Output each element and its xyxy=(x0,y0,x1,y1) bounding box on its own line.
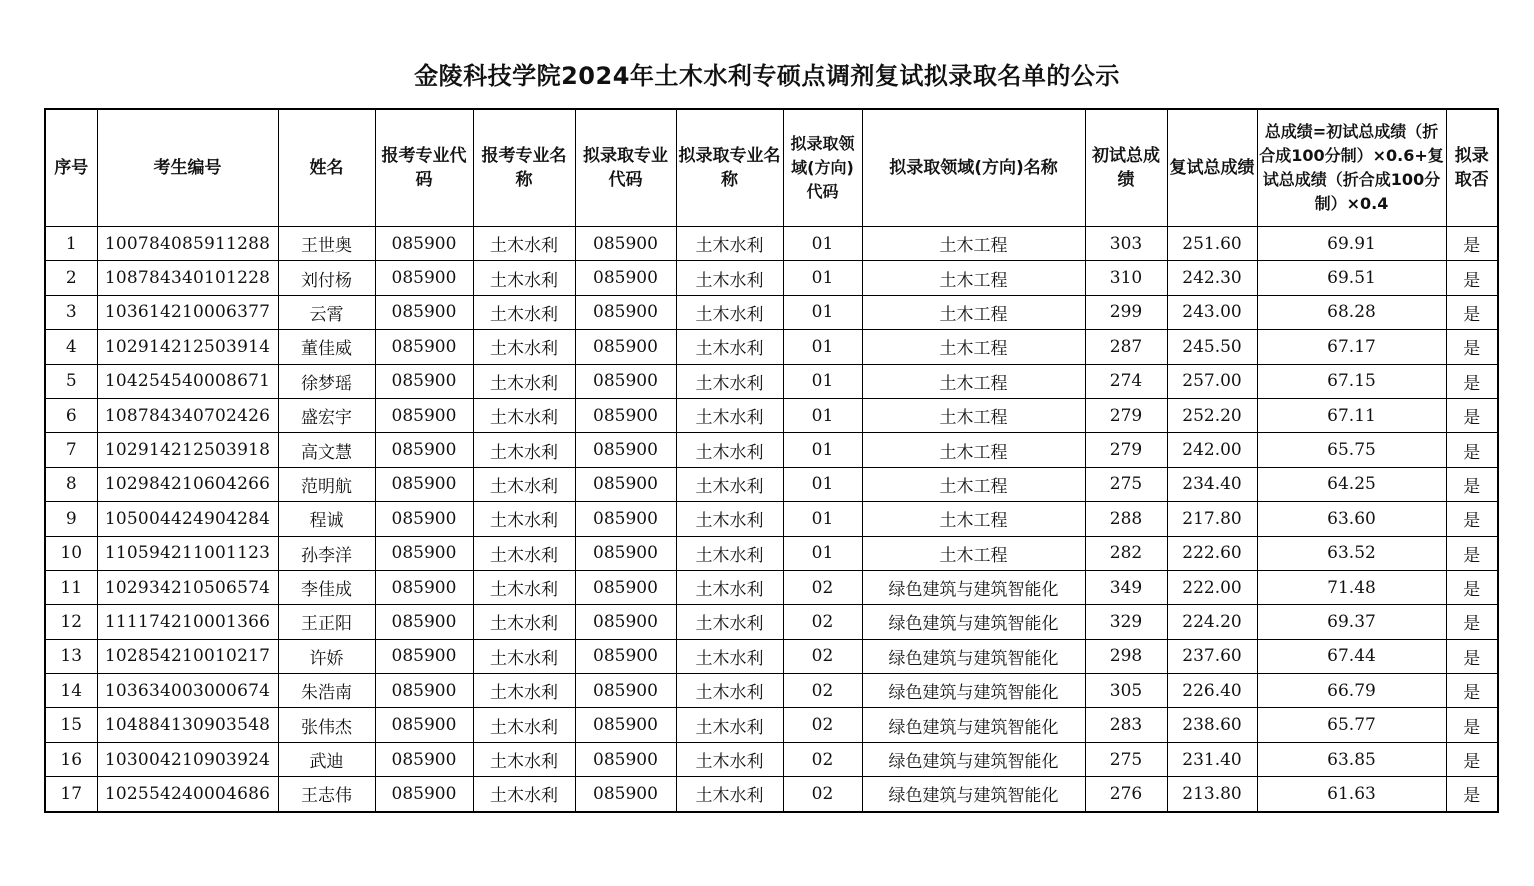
cell-total-score: 67.44 xyxy=(1257,639,1446,673)
cell-applied-major-name: 土木水利 xyxy=(473,536,575,570)
cell-admit-major-name: 土木水利 xyxy=(676,742,783,776)
header-admit-major-code: 拟录取专业代码 xyxy=(575,109,676,227)
header-admit-major-name: 拟录取专业名称 xyxy=(676,109,783,227)
cell-retest-score: 213.80 xyxy=(1167,777,1257,812)
page-title: 金陵科技学院2024年土木水利专硕点调剂复试拟录取名单的公示 xyxy=(414,62,1120,90)
cell-applied-major-name: 土木水利 xyxy=(473,227,575,261)
cell-candidate-id: 103004210903924 xyxy=(97,742,278,776)
cell-admit-major-code: 085900 xyxy=(575,536,676,570)
cell-candidate-id: 103634003000674 xyxy=(97,674,278,708)
cell-seq: 1 xyxy=(45,227,97,261)
cell-field-code: 02 xyxy=(783,777,862,812)
cell-admitted: 是 xyxy=(1446,674,1498,708)
cell-applied-major-code: 085900 xyxy=(375,398,473,432)
header-retest-score: 复试总成绩 xyxy=(1167,109,1257,227)
header-row xyxy=(45,109,1498,227)
cell-name: 许娇 xyxy=(278,639,375,673)
cell-retest-score: 257.00 xyxy=(1167,364,1257,398)
cell-name: 王世奥 xyxy=(278,227,375,261)
cell-applied-major-name: 土木水利 xyxy=(473,295,575,329)
header-field-name: 拟录取领域(方向)名称 xyxy=(862,109,1085,227)
header-candidate-id: 考生编号 xyxy=(97,109,278,227)
cell-candidate-id: 102914212503918 xyxy=(97,433,278,467)
cell-admitted: 是 xyxy=(1446,261,1498,295)
cell-field-name: 土木工程 xyxy=(862,536,1085,570)
cell-admitted: 是 xyxy=(1446,742,1498,776)
cell-admit-major-code: 085900 xyxy=(575,467,676,501)
cell-applied-major-code: 085900 xyxy=(375,708,473,742)
cell-field-name: 绿色建筑与建筑智能化 xyxy=(862,605,1085,639)
cell-applied-major-name: 土木水利 xyxy=(473,433,575,467)
cell-admit-major-code: 085900 xyxy=(575,261,676,295)
cell-total-score: 64.25 xyxy=(1257,467,1446,501)
cell-total-score: 67.11 xyxy=(1257,398,1446,432)
cell-candidate-id: 105004424904284 xyxy=(97,502,278,536)
cell-field-code: 02 xyxy=(783,605,862,639)
cell-name: 孙李洋 xyxy=(278,536,375,570)
cell-name: 盛宏宇 xyxy=(278,398,375,432)
cell-total-score: 67.15 xyxy=(1257,364,1446,398)
table-row xyxy=(45,742,1498,776)
cell-candidate-id: 102984210604266 xyxy=(97,467,278,501)
cell-applied-major-code: 085900 xyxy=(375,261,473,295)
cell-admit-major-code: 085900 xyxy=(575,330,676,364)
cell-admitted: 是 xyxy=(1446,502,1498,536)
cell-seq: 5 xyxy=(45,364,97,398)
cell-seq: 9 xyxy=(45,502,97,536)
cell-field-code: 01 xyxy=(783,227,862,261)
cell-seq: 3 xyxy=(45,295,97,329)
cell-name: 范明航 xyxy=(278,467,375,501)
table-row xyxy=(45,364,1498,398)
admission-table xyxy=(44,108,1499,813)
cell-total-score: 67.17 xyxy=(1257,330,1446,364)
cell-admit-major-code: 085900 xyxy=(575,742,676,776)
cell-seq: 12 xyxy=(45,605,97,639)
cell-field-name: 绿色建筑与建筑智能化 xyxy=(862,639,1085,673)
cell-total-score: 71.48 xyxy=(1257,570,1446,604)
cell-applied-major-name: 土木水利 xyxy=(473,467,575,501)
cell-field-name: 土木工程 xyxy=(862,330,1085,364)
cell-total-score: 63.52 xyxy=(1257,536,1446,570)
table-body xyxy=(45,227,1498,812)
cell-applied-major-code: 085900 xyxy=(375,227,473,261)
cell-admitted: 是 xyxy=(1446,398,1498,432)
cell-total-score: 61.63 xyxy=(1257,777,1446,812)
cell-field-code: 02 xyxy=(783,742,862,776)
cell-seq: 17 xyxy=(45,777,97,812)
cell-field-code: 02 xyxy=(783,674,862,708)
cell-field-code: 01 xyxy=(783,433,862,467)
cell-retest-score: 242.30 xyxy=(1167,261,1257,295)
cell-admit-major-code: 085900 xyxy=(575,295,676,329)
cell-name: 王志伟 xyxy=(278,777,375,812)
cell-seq: 6 xyxy=(45,398,97,432)
cell-initial-score: 287 xyxy=(1085,330,1167,364)
cell-admitted: 是 xyxy=(1446,330,1498,364)
cell-retest-score: 222.60 xyxy=(1167,536,1257,570)
cell-field-name: 土木工程 xyxy=(862,502,1085,536)
cell-field-code: 01 xyxy=(783,295,862,329)
table-row xyxy=(45,570,1498,604)
cell-field-name: 土木工程 xyxy=(862,295,1085,329)
cell-applied-major-code: 085900 xyxy=(375,674,473,708)
cell-retest-score: 226.40 xyxy=(1167,674,1257,708)
cell-retest-score: 252.20 xyxy=(1167,398,1257,432)
cell-admitted: 是 xyxy=(1446,227,1498,261)
cell-seq: 7 xyxy=(45,433,97,467)
cell-seq: 16 xyxy=(45,742,97,776)
cell-admit-major-name: 土木水利 xyxy=(676,674,783,708)
table-row xyxy=(45,433,1498,467)
cell-retest-score: 231.40 xyxy=(1167,742,1257,776)
cell-admit-major-code: 085900 xyxy=(575,502,676,536)
cell-retest-score: 245.50 xyxy=(1167,330,1257,364)
cell-retest-score: 234.40 xyxy=(1167,467,1257,501)
cell-admit-major-name: 土木水利 xyxy=(676,708,783,742)
cell-admitted: 是 xyxy=(1446,467,1498,501)
header-admitted: 拟录取否 xyxy=(1446,109,1498,227)
cell-name: 董佳威 xyxy=(278,330,375,364)
cell-field-code: 01 xyxy=(783,330,862,364)
cell-admit-major-name: 土木水利 xyxy=(676,364,783,398)
cell-seq: 13 xyxy=(45,639,97,673)
cell-seq: 15 xyxy=(45,708,97,742)
cell-admitted: 是 xyxy=(1446,639,1498,673)
cell-name: 朱浩南 xyxy=(278,674,375,708)
cell-admitted: 是 xyxy=(1446,536,1498,570)
cell-initial-score: 349 xyxy=(1085,570,1167,604)
cell-applied-major-code: 085900 xyxy=(375,777,473,812)
cell-total-score: 63.60 xyxy=(1257,502,1446,536)
table-row xyxy=(45,639,1498,673)
cell-seq: 8 xyxy=(45,467,97,501)
cell-admitted: 是 xyxy=(1446,295,1498,329)
cell-total-score: 66.79 xyxy=(1257,674,1446,708)
cell-applied-major-code: 085900 xyxy=(375,570,473,604)
cell-retest-score: 242.00 xyxy=(1167,433,1257,467)
cell-initial-score: 279 xyxy=(1085,433,1167,467)
cell-name: 刘付杨 xyxy=(278,261,375,295)
cell-candidate-id: 102914212503914 xyxy=(97,330,278,364)
cell-admit-major-name: 土木水利 xyxy=(676,502,783,536)
cell-candidate-id: 103614210006377 xyxy=(97,295,278,329)
cell-admit-major-name: 土木水利 xyxy=(676,777,783,812)
cell-candidate-id: 108784340702426 xyxy=(97,398,278,432)
table-row xyxy=(45,227,1498,261)
cell-applied-major-code: 085900 xyxy=(375,502,473,536)
cell-initial-score: 275 xyxy=(1085,742,1167,776)
table-row xyxy=(45,295,1498,329)
cell-admit-major-name: 土木水利 xyxy=(676,398,783,432)
cell-applied-major-name: 土木水利 xyxy=(473,261,575,295)
cell-field-code: 01 xyxy=(783,398,862,432)
cell-initial-score: 288 xyxy=(1085,502,1167,536)
cell-field-code: 02 xyxy=(783,708,862,742)
cell-applied-major-code: 085900 xyxy=(375,536,473,570)
cell-name: 高文慧 xyxy=(278,433,375,467)
cell-applied-major-name: 土木水利 xyxy=(473,639,575,673)
cell-total-score: 63.85 xyxy=(1257,742,1446,776)
cell-admit-major-code: 085900 xyxy=(575,398,676,432)
cell-admit-major-code: 085900 xyxy=(575,777,676,812)
cell-candidate-id: 100784085911288 xyxy=(97,227,278,261)
cell-retest-score: 243.00 xyxy=(1167,295,1257,329)
header-name: 姓名 xyxy=(278,109,375,227)
cell-applied-major-name: 土木水利 xyxy=(473,330,575,364)
cell-admit-major-code: 085900 xyxy=(575,708,676,742)
cell-seq: 4 xyxy=(45,330,97,364)
cell-candidate-id: 104254540008671 xyxy=(97,364,278,398)
cell-name: 徐梦瑶 xyxy=(278,364,375,398)
cell-applied-major-code: 085900 xyxy=(375,433,473,467)
cell-candidate-id: 102854210010217 xyxy=(97,639,278,673)
cell-seq: 10 xyxy=(45,536,97,570)
cell-field-code: 01 xyxy=(783,364,862,398)
cell-candidate-id: 102554240004686 xyxy=(97,777,278,812)
cell-name: 程诚 xyxy=(278,502,375,536)
cell-retest-score: 224.20 xyxy=(1167,605,1257,639)
cell-admit-major-name: 土木水利 xyxy=(676,639,783,673)
cell-field-name: 土木工程 xyxy=(862,227,1085,261)
cell-name: 云霄 xyxy=(278,295,375,329)
header-seq: 序号 xyxy=(45,109,97,227)
cell-admitted: 是 xyxy=(1446,433,1498,467)
cell-candidate-id: 104884130903548 xyxy=(97,708,278,742)
cell-admitted: 是 xyxy=(1446,605,1498,639)
table-row xyxy=(45,708,1498,742)
cell-applied-major-name: 土木水利 xyxy=(473,364,575,398)
cell-total-score: 69.37 xyxy=(1257,605,1446,639)
cell-retest-score: 217.80 xyxy=(1167,502,1257,536)
cell-field-name: 绿色建筑与建筑智能化 xyxy=(862,570,1085,604)
cell-admit-major-code: 085900 xyxy=(575,674,676,708)
cell-admit-major-name: 土木水利 xyxy=(676,536,783,570)
cell-admit-major-name: 土木水利 xyxy=(676,605,783,639)
cell-candidate-id: 108784340101228 xyxy=(97,261,278,295)
cell-retest-score: 251.60 xyxy=(1167,227,1257,261)
cell-field-code: 01 xyxy=(783,467,862,501)
cell-field-name: 土木工程 xyxy=(862,398,1085,432)
cell-applied-major-name: 土木水利 xyxy=(473,708,575,742)
cell-initial-score: 305 xyxy=(1085,674,1167,708)
cell-retest-score: 238.60 xyxy=(1167,708,1257,742)
cell-admit-major-code: 085900 xyxy=(575,364,676,398)
cell-field-code: 02 xyxy=(783,639,862,673)
cell-admitted: 是 xyxy=(1446,708,1498,742)
table-row xyxy=(45,605,1498,639)
cell-seq: 14 xyxy=(45,674,97,708)
table-row xyxy=(45,398,1498,432)
cell-total-score: 65.77 xyxy=(1257,708,1446,742)
cell-admit-major-code: 085900 xyxy=(575,570,676,604)
cell-admit-major-name: 土木水利 xyxy=(676,433,783,467)
cell-admitted: 是 xyxy=(1446,364,1498,398)
cell-retest-score: 222.00 xyxy=(1167,570,1257,604)
cell-admit-major-name: 土木水利 xyxy=(676,227,783,261)
table-row xyxy=(45,261,1498,295)
cell-field-code: 02 xyxy=(783,570,862,604)
cell-admit-major-name: 土木水利 xyxy=(676,467,783,501)
cell-applied-major-name: 土木水利 xyxy=(473,674,575,708)
table-row xyxy=(45,330,1498,364)
header-total-score: 总成绩=初试总成绩（折合成100分制）×0.6+复试总成绩（折合成100分制）×0.4 xyxy=(1257,109,1446,227)
cell-initial-score: 303 xyxy=(1085,227,1167,261)
table-row xyxy=(45,674,1498,708)
header-applied-major-name: 报考专业名称 xyxy=(473,109,575,227)
cell-field-name: 土木工程 xyxy=(862,261,1085,295)
cell-initial-score: 282 xyxy=(1085,536,1167,570)
cell-total-score: 68.28 xyxy=(1257,295,1446,329)
table-row xyxy=(45,777,1498,812)
header-field-code: 拟录取领域(方向)代码 xyxy=(783,109,862,227)
cell-applied-major-code: 085900 xyxy=(375,330,473,364)
cell-applied-major-name: 土木水利 xyxy=(473,502,575,536)
cell-initial-score: 276 xyxy=(1085,777,1167,812)
cell-field-code: 01 xyxy=(783,536,862,570)
cell-admit-major-code: 085900 xyxy=(575,433,676,467)
cell-field-name: 土木工程 xyxy=(862,364,1085,398)
cell-applied-major-name: 土木水利 xyxy=(473,570,575,604)
header-initial-score: 初试总成绩 xyxy=(1085,109,1167,227)
cell-admit-major-code: 085900 xyxy=(575,605,676,639)
cell-admit-major-name: 土木水利 xyxy=(676,295,783,329)
cell-seq: 11 xyxy=(45,570,97,604)
cell-field-name: 土木工程 xyxy=(862,433,1085,467)
cell-initial-score: 310 xyxy=(1085,261,1167,295)
cell-name: 张伟杰 xyxy=(278,708,375,742)
cell-admit-major-code: 085900 xyxy=(575,227,676,261)
cell-candidate-id: 102934210506574 xyxy=(97,570,278,604)
table-row xyxy=(45,467,1498,501)
cell-admitted: 是 xyxy=(1446,777,1498,812)
cell-admit-major-name: 土木水利 xyxy=(676,570,783,604)
cell-seq: 2 xyxy=(45,261,97,295)
cell-name: 王正阳 xyxy=(278,605,375,639)
cell-field-name: 绿色建筑与建筑智能化 xyxy=(862,777,1085,812)
cell-applied-major-code: 085900 xyxy=(375,742,473,776)
cell-initial-score: 274 xyxy=(1085,364,1167,398)
cell-admit-major-name: 土木水利 xyxy=(676,330,783,364)
cell-applied-major-code: 085900 xyxy=(375,639,473,673)
cell-initial-score: 283 xyxy=(1085,708,1167,742)
cell-initial-score: 279 xyxy=(1085,398,1167,432)
cell-name: 李佳成 xyxy=(278,570,375,604)
cell-applied-major-name: 土木水利 xyxy=(473,398,575,432)
cell-field-name: 绿色建筑与建筑智能化 xyxy=(862,742,1085,776)
cell-candidate-id: 110594211001123 xyxy=(97,536,278,570)
cell-retest-score: 237.60 xyxy=(1167,639,1257,673)
cell-field-name: 土木工程 xyxy=(862,467,1085,501)
cell-initial-score: 298 xyxy=(1085,639,1167,673)
cell-applied-major-code: 085900 xyxy=(375,605,473,639)
cell-admit-major-code: 085900 xyxy=(575,639,676,673)
cell-field-name: 绿色建筑与建筑智能化 xyxy=(862,674,1085,708)
cell-field-name: 绿色建筑与建筑智能化 xyxy=(862,708,1085,742)
table-row xyxy=(45,502,1498,536)
cell-initial-score: 329 xyxy=(1085,605,1167,639)
cell-total-score: 69.51 xyxy=(1257,261,1446,295)
cell-name: 武迪 xyxy=(278,742,375,776)
cell-total-score: 69.91 xyxy=(1257,227,1446,261)
cell-admit-major-name: 土木水利 xyxy=(676,261,783,295)
cell-applied-major-name: 土木水利 xyxy=(473,605,575,639)
cell-admitted: 是 xyxy=(1446,570,1498,604)
cell-initial-score: 275 xyxy=(1085,467,1167,501)
header-applied-major-code: 报考专业代码 xyxy=(375,109,473,227)
cell-initial-score: 299 xyxy=(1085,295,1167,329)
table-row xyxy=(45,536,1498,570)
cell-applied-major-code: 085900 xyxy=(375,295,473,329)
cell-candidate-id: 111174210001366 xyxy=(97,605,278,639)
cell-field-code: 01 xyxy=(783,261,862,295)
cell-field-code: 01 xyxy=(783,502,862,536)
cell-total-score: 65.75 xyxy=(1257,433,1446,467)
cell-applied-major-name: 土木水利 xyxy=(473,742,575,776)
cell-applied-major-code: 085900 xyxy=(375,364,473,398)
cell-applied-major-name: 土木水利 xyxy=(473,777,575,812)
cell-applied-major-code: 085900 xyxy=(375,467,473,501)
